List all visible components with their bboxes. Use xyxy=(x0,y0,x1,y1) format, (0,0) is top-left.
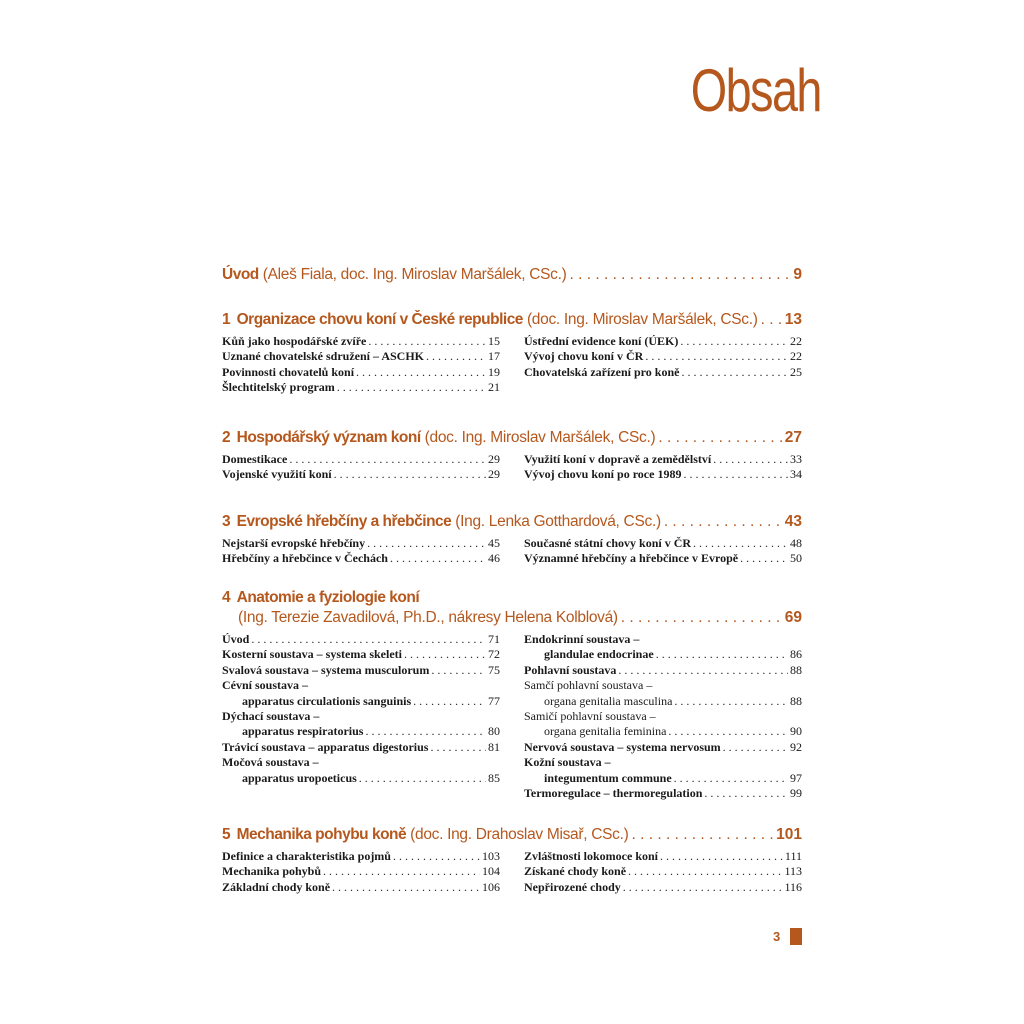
toc-section-1 xyxy=(222,310,802,396)
toc-entry[interactable] xyxy=(222,880,500,895)
entry-page: 116 xyxy=(784,879,802,894)
toc-chapter-4-author-line[interactable] xyxy=(222,608,802,628)
entry-title: apparatus circulationis sanguinis xyxy=(242,693,412,708)
entry-title: Termoregulace – thermoregulation xyxy=(524,786,703,801)
toc-entry[interactable] xyxy=(222,632,500,647)
toc-entry[interactable] xyxy=(524,880,802,895)
entry-page: 97 xyxy=(790,770,802,785)
entry-title: Domestikace xyxy=(222,452,288,466)
dot-leader xyxy=(664,512,782,532)
toc-entry[interactable] xyxy=(524,536,802,551)
toc-chapter-4[interactable] xyxy=(222,588,802,608)
toc-entry[interactable] xyxy=(222,694,500,709)
entry-page: 88 xyxy=(790,693,802,708)
toc-section-intro xyxy=(222,265,802,285)
entry-title: Uznané chovatelské sdružení – ASCHK xyxy=(222,349,425,364)
entry-title: Vývoj chovu koní v ČR xyxy=(524,349,644,364)
toc-entry[interactable] xyxy=(222,380,500,395)
dot-leader xyxy=(356,365,486,380)
entry-page: 103 xyxy=(482,849,500,863)
entry-title: Základní chody koně xyxy=(222,879,331,894)
chapter-page: 27 xyxy=(784,429,802,446)
entry-title: Trávicí soustava – apparatus digestorius xyxy=(222,739,429,754)
entry-title: Definice a charakteristika pojmů xyxy=(222,849,391,863)
dot-leader xyxy=(251,632,486,647)
dot-leader xyxy=(693,536,788,551)
entry-title: Využití koní v dopravě a zemědělství xyxy=(524,452,712,466)
toc-entry[interactable] xyxy=(524,740,802,755)
toc-section-4 xyxy=(222,588,802,801)
entry-title: Úvod xyxy=(222,632,250,646)
toc-chapter-5[interactable] xyxy=(222,825,802,845)
dot-leader xyxy=(632,825,774,845)
dot-leader xyxy=(337,380,486,395)
chapter-author: (Ing. Lenka Gotthardová, CSc.) xyxy=(455,513,661,530)
toc-column-left xyxy=(222,632,500,801)
entry-title: Zvláštnosti lokomoce koní xyxy=(524,849,659,863)
entry-title: Nepřirozené chody xyxy=(524,879,621,894)
entry-title: Povinnosti chovatelů koní xyxy=(222,364,355,379)
entry-page: 19 xyxy=(488,364,500,379)
toc-column-right xyxy=(524,334,802,396)
entry-page: 99 xyxy=(790,786,802,801)
toc-entry[interactable] xyxy=(524,663,802,678)
entry-title: Získané chody koně xyxy=(524,864,627,879)
entry-page: 106 xyxy=(482,879,500,894)
entry-page: 92 xyxy=(790,739,802,754)
page-title: Obsah xyxy=(690,57,821,124)
entry-page: 22 xyxy=(790,334,802,348)
toc-entry-label[interactable]: Samčí pohlavní soustava – xyxy=(524,678,653,693)
toc-entry-label[interactable]: Močová soustava – xyxy=(222,755,319,770)
toc-entry[interactable] xyxy=(222,349,500,364)
toc-entry[interactable] xyxy=(524,771,802,786)
entry-title: Významné hřebčíny a hřebčince v Evropě xyxy=(524,551,739,566)
entry-page: 46 xyxy=(488,551,500,566)
toc-entry[interactable] xyxy=(222,334,500,349)
entry-page: 113 xyxy=(784,864,802,879)
chapter-author: (doc. Ing. Miroslav Maršálek, CSc.) xyxy=(526,311,758,328)
toc-entry[interactable] xyxy=(222,647,500,662)
dot-leader xyxy=(668,724,788,739)
toc-column-right xyxy=(524,452,802,483)
toc-entry[interactable] xyxy=(524,864,802,879)
dot-leader xyxy=(740,551,788,566)
dot-leader xyxy=(430,740,486,755)
chapter-title: Evropské hřebčíny a hřebčince xyxy=(236,513,452,530)
entry-title: Současné státní chovy koní v ČR xyxy=(524,536,692,550)
entry-page: 21 xyxy=(488,380,500,395)
chapter-number: 4 xyxy=(222,589,231,606)
toc-entry[interactable] xyxy=(524,647,802,662)
chapter-author: (Ing. Terezie Zavadilová, Ph.D., nákresy Helena Kolblová) xyxy=(238,609,618,626)
dot-leader xyxy=(359,771,486,786)
toc-entry[interactable] xyxy=(222,467,500,482)
chapter-title: Úvod xyxy=(222,266,259,283)
toc-entry[interactable] xyxy=(524,349,802,364)
dot-leader xyxy=(365,724,486,739)
page-number: 3 xyxy=(773,929,781,944)
dot-leader xyxy=(623,880,783,895)
dot-leader xyxy=(426,349,486,364)
entry-title: organa genitalia feminina xyxy=(544,724,667,739)
dot-leader xyxy=(570,265,791,285)
dot-leader xyxy=(723,740,788,755)
toc-chapter-3[interactable] xyxy=(222,512,802,532)
toc-entry[interactable] xyxy=(524,786,802,801)
toc-entry[interactable] xyxy=(222,771,500,786)
toc-column-left xyxy=(222,334,500,396)
entry-page: 48 xyxy=(790,536,802,550)
toc-entry-label[interactable]: Endokrinní soustava – xyxy=(524,632,640,646)
chapter-author: (doc. Ing. Miroslav Maršálek, CSc.) xyxy=(424,429,656,446)
entry-page: 29 xyxy=(488,452,500,466)
toc-entry[interactable] xyxy=(222,365,500,380)
toc-entry-label[interactable]: Kožní soustava – xyxy=(524,755,611,770)
chapter-title: Anatomie a fyziologie koní xyxy=(236,589,420,606)
dot-leader xyxy=(660,849,783,864)
entry-page: 88 xyxy=(790,662,802,677)
toc-chapter-intro[interactable] xyxy=(222,265,802,285)
dot-leader xyxy=(713,452,788,467)
toc-entry[interactable] xyxy=(524,849,802,864)
dot-leader xyxy=(404,647,486,662)
entry-page: 86 xyxy=(790,647,802,662)
toc-entry[interactable] xyxy=(524,724,802,739)
dot-leader xyxy=(334,467,486,482)
entry-title: apparatus uropoeticus xyxy=(242,770,357,785)
toc-entry[interactable] xyxy=(222,536,500,551)
chapter-title: Organizace chovu koní v České republice xyxy=(236,311,523,328)
entry-page: 75 xyxy=(488,662,500,677)
chapter-page: 43 xyxy=(784,513,802,530)
entry-title: Ústřední evidence koní (ÚEK) xyxy=(524,334,679,348)
entry-page: 25 xyxy=(790,364,802,379)
dot-leader xyxy=(323,864,480,879)
chapter-number: 1 xyxy=(222,311,231,328)
dot-leader xyxy=(367,536,486,551)
toc-section-2 xyxy=(222,428,802,483)
toc-entry[interactable] xyxy=(524,551,802,566)
toc-section-3 xyxy=(222,512,802,567)
entry-page: 104 xyxy=(482,864,500,879)
entry-title: Vývoj chovu koní po roce 1989 xyxy=(524,467,682,482)
toc-column-right xyxy=(524,536,802,567)
entry-page: 77 xyxy=(488,693,500,708)
toc-column-right xyxy=(524,849,802,895)
entry-page: 33 xyxy=(790,452,802,466)
dot-leader xyxy=(704,786,788,801)
toc-chapter-1[interactable] xyxy=(222,310,802,330)
chapter-number: 5 xyxy=(222,826,231,843)
entry-title: Mechanika pohybů xyxy=(222,864,322,879)
entry-title: Nervová soustava – systema nervosum xyxy=(524,739,721,754)
entry-title: Hřebčíny a hřebčince v Čechách xyxy=(222,551,388,566)
entry-page: 80 xyxy=(488,724,500,739)
dot-leader xyxy=(332,880,480,895)
entry-page: 50 xyxy=(790,551,802,566)
dot-leader xyxy=(674,694,788,709)
dot-leader xyxy=(681,365,788,380)
chapter-title: Hospodářský význam koní xyxy=(236,429,421,446)
entry-title: Kůň jako hospodářské zvíře xyxy=(222,334,367,348)
toc-column-right xyxy=(524,632,802,801)
chapter-page: 101 xyxy=(776,826,802,843)
toc-entry[interactable] xyxy=(222,864,500,879)
entry-page: 17 xyxy=(488,349,500,364)
toc-entry[interactable] xyxy=(524,365,802,380)
entry-page: 71 xyxy=(488,632,500,646)
entry-title: integumentum commune xyxy=(544,770,672,785)
toc-column-left xyxy=(222,849,500,895)
page-number-marker xyxy=(790,928,802,945)
entry-title: Chovatelská zařízení pro koně xyxy=(524,364,680,379)
entry-title: Nejstarší evropské hřebčíny xyxy=(222,536,366,550)
dot-leader xyxy=(431,663,486,678)
chapter-number: 2 xyxy=(222,429,231,446)
entry-page: 72 xyxy=(488,647,500,662)
toc-entry[interactable] xyxy=(222,849,500,864)
toc-entry[interactable] xyxy=(222,551,500,566)
entry-page: 85 xyxy=(488,770,500,785)
dot-leader xyxy=(368,334,486,349)
entry-page: 45 xyxy=(488,536,500,550)
entry-title: organa genitalia masculina xyxy=(544,693,673,708)
toc-entry[interactable] xyxy=(222,452,500,467)
toc-entry[interactable] xyxy=(222,663,500,678)
dot-leader xyxy=(621,608,782,628)
dot-leader xyxy=(683,467,788,482)
toc-entry-label[interactable]: Dýchací soustava – xyxy=(222,709,320,724)
entry-page: 111 xyxy=(784,849,802,863)
chapter-page: 69 xyxy=(784,609,802,626)
toc-section-5 xyxy=(222,825,802,895)
dot-leader xyxy=(761,310,782,330)
toc-entry[interactable] xyxy=(222,740,500,755)
chapter-author: (doc. Ing. Drahoslav Misař, CSc.) xyxy=(410,826,629,843)
entry-page: 34 xyxy=(790,467,802,482)
chapter-author: (Aleš Fiala, doc. Ing. Miroslav Maršálek, CSc.) xyxy=(262,266,567,283)
entry-page: 15 xyxy=(488,334,500,348)
chapter-page: 9 xyxy=(793,266,802,283)
toc-entry[interactable] xyxy=(524,694,802,709)
entry-title: Kosterní soustava – systema skeleti xyxy=(222,647,402,662)
entry-title: apparatus respiratorius xyxy=(242,724,364,739)
entry-page: 90 xyxy=(790,724,802,739)
dot-leader xyxy=(628,864,782,879)
toc-entry-label[interactable]: Samičí pohlavní soustava – xyxy=(524,709,656,724)
toc-entry-label[interactable]: Cévní soustava – xyxy=(222,678,309,693)
dot-leader xyxy=(680,334,788,349)
dot-leader xyxy=(413,694,486,709)
entry-title: glandulae endocrinae xyxy=(544,647,654,662)
chapter-number: 3 xyxy=(222,513,231,530)
toc-column-left xyxy=(222,536,500,567)
dot-leader xyxy=(656,647,788,662)
entry-page: 29 xyxy=(488,467,500,482)
entry-title: Pohlavní soustava xyxy=(524,662,617,677)
toc-entry[interactable] xyxy=(524,334,802,349)
dot-leader xyxy=(658,428,781,448)
dot-leader xyxy=(393,849,480,864)
chapter-page: 13 xyxy=(784,311,802,328)
toc-entry[interactable] xyxy=(524,467,802,482)
chapter-title: Mechanika pohybu koně xyxy=(236,826,407,843)
dot-leader xyxy=(674,771,788,786)
dot-leader xyxy=(645,349,788,364)
dot-leader xyxy=(390,551,486,566)
entry-title: Šlechtitelský program xyxy=(222,380,335,395)
dot-leader xyxy=(289,452,486,467)
entry-page: 22 xyxy=(790,349,802,364)
entry-page: 81 xyxy=(488,739,500,754)
entry-title: Svalová soustava – systema musculorum xyxy=(222,662,430,677)
dot-leader xyxy=(618,663,788,678)
toc-chapter-2[interactable] xyxy=(222,428,802,448)
entry-title: Vojenské využití koní xyxy=(222,467,332,482)
toc-entry[interactable] xyxy=(222,724,500,739)
toc-entry[interactable] xyxy=(524,452,802,467)
toc-column-left xyxy=(222,452,500,483)
